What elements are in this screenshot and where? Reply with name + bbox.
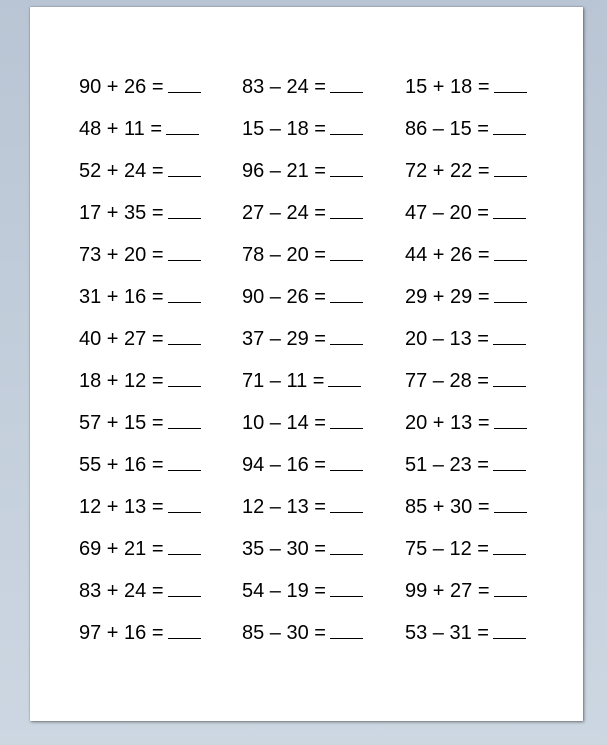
math-problem: [79, 75, 242, 117]
answer-blank: [330, 411, 363, 429]
answer-blank: [494, 285, 527, 303]
answer-blank: [330, 495, 363, 513]
answer-blank: [330, 579, 363, 597]
math-problem: [242, 621, 405, 663]
problem-expression: 69 + 21 =: [79, 538, 164, 560]
answer-blank: [166, 117, 199, 135]
answer-blank: [168, 159, 201, 177]
answer-blank: [493, 537, 526, 555]
answer-blank: [168, 369, 201, 387]
problem-expression: 57 + 15 =: [79, 412, 164, 434]
math-problem: [405, 621, 568, 663]
problem-expression: 83 + 24 =: [79, 580, 164, 602]
math-problem: [405, 243, 568, 285]
problem-expression: 20 – 13 =: [405, 328, 489, 350]
problem-expression: 48 + 11 =: [79, 118, 163, 140]
math-problem: [242, 285, 405, 327]
answer-blank: [330, 327, 363, 345]
answer-blank: [494, 159, 527, 177]
answer-blank: [493, 117, 526, 135]
problem-expression: 31 + 16 =: [79, 286, 164, 308]
answer-blank: [494, 579, 527, 597]
math-problem: [405, 369, 568, 411]
math-problem: [405, 159, 568, 201]
answer-blank: [330, 243, 363, 261]
math-problem: [242, 75, 405, 117]
math-problem: [405, 411, 568, 453]
problem-expression: 15 – 18 =: [242, 118, 326, 140]
math-problem: [79, 411, 242, 453]
math-problem: [79, 579, 242, 621]
problem-expression: 71 – 11 =: [242, 370, 325, 392]
answer-blank: [330, 117, 363, 135]
problem-expression: 83 – 24 =: [242, 76, 326, 98]
answer-blank: [328, 369, 361, 387]
answer-blank: [330, 453, 363, 471]
problem-expression: 96 – 21 =: [242, 160, 326, 182]
math-problem: [405, 285, 568, 327]
answer-blank: [330, 159, 363, 177]
problem-expression: 20 + 13 =: [405, 412, 490, 434]
answer-blank: [168, 285, 201, 303]
problem-expression: 94 – 16 =: [242, 454, 326, 476]
answer-blank: [493, 369, 526, 387]
answer-blank: [494, 411, 527, 429]
math-problem: [79, 621, 242, 663]
problem-expression: 47 – 20 =: [405, 202, 489, 224]
answer-blank: [168, 495, 201, 513]
answer-blank: [493, 453, 526, 471]
problem-expression: 72 + 22 =: [405, 160, 490, 182]
answer-blank: [330, 537, 363, 555]
answer-blank: [493, 201, 526, 219]
problem-expression: 77 – 28 =: [405, 370, 489, 392]
problem-expression: 15 + 18 =: [405, 76, 490, 98]
problem-expression: 55 + 16 =: [79, 454, 164, 476]
problem-expression: 90 – 26 =: [242, 286, 326, 308]
problem-expression: 37 – 29 =: [242, 328, 326, 350]
math-problem: [79, 537, 242, 579]
math-problem: [242, 243, 405, 285]
math-problem: [242, 369, 405, 411]
math-problem: [79, 327, 242, 369]
answer-blank: [330, 621, 363, 639]
problem-expression: 44 + 26 =: [405, 244, 490, 266]
problem-expression: 52 + 24 =: [79, 160, 164, 182]
answer-blank: [168, 243, 201, 261]
math-problem: [79, 495, 242, 537]
problem-expression: 29 + 29 =: [405, 286, 490, 308]
answer-blank: [168, 537, 201, 555]
problem-expression: 18 + 12 =: [79, 370, 164, 392]
math-problem: [405, 537, 568, 579]
math-problem: [79, 117, 242, 159]
problem-expression: 17 + 35 =: [79, 202, 164, 224]
problem-expression: 54 – 19 =: [242, 580, 326, 602]
answer-blank: [168, 453, 201, 471]
problem-expression: 73 + 20 =: [79, 244, 164, 266]
math-problem: [242, 495, 405, 537]
problem-expression: 85 – 30 =: [242, 622, 326, 644]
math-problem: [242, 411, 405, 453]
math-problem: [79, 243, 242, 285]
math-problem: [242, 159, 405, 201]
answer-blank: [168, 411, 201, 429]
answer-blank: [168, 201, 201, 219]
problem-expression: 35 – 30 =: [242, 538, 326, 560]
problem-expression: 12 + 13 =: [79, 496, 164, 518]
problem-grid: [79, 75, 568, 663]
problem-expression: 12 – 13 =: [242, 496, 326, 518]
math-problem: [79, 369, 242, 411]
answer-blank: [493, 327, 526, 345]
problem-expression: 85 + 30 =: [405, 496, 490, 518]
math-problem: [405, 495, 568, 537]
answer-blank: [493, 621, 526, 639]
math-problem: [405, 117, 568, 159]
problem-expression: 53 – 31 =: [405, 622, 489, 644]
math-problem: [79, 453, 242, 495]
math-problem: [242, 579, 405, 621]
answer-blank: [494, 495, 527, 513]
math-problem: [242, 327, 405, 369]
problem-expression: 51 – 23 =: [405, 454, 489, 476]
problem-expression: 99 + 27 =: [405, 580, 490, 602]
math-problem: [79, 159, 242, 201]
math-problem: [79, 285, 242, 327]
problem-expression: 97 + 16 =: [79, 622, 164, 644]
math-problem: [242, 201, 405, 243]
math-problem: [405, 453, 568, 495]
document-page: [30, 7, 583, 721]
answer-blank: [494, 243, 527, 261]
problem-expression: 78 – 20 =: [242, 244, 326, 266]
answer-blank: [330, 285, 363, 303]
answer-blank: [168, 327, 201, 345]
math-problem: [405, 75, 568, 117]
math-problem: [79, 201, 242, 243]
problem-expression: 75 – 12 =: [405, 538, 489, 560]
answer-blank: [168, 75, 201, 93]
answer-blank: [494, 75, 527, 93]
problem-expression: 27 – 24 =: [242, 202, 326, 224]
answer-blank: [330, 75, 363, 93]
math-problem: [242, 453, 405, 495]
math-problem: [242, 537, 405, 579]
problem-expression: 86 – 15 =: [405, 118, 489, 140]
math-problem: [242, 117, 405, 159]
problem-expression: 10 – 14 =: [242, 412, 326, 434]
math-problem: [405, 579, 568, 621]
problem-expression: 40 + 27 =: [79, 328, 164, 350]
answer-blank: [168, 579, 201, 597]
problem-expression: 90 + 26 =: [79, 76, 164, 98]
math-problem: [405, 327, 568, 369]
answer-blank: [168, 621, 201, 639]
answer-blank: [330, 201, 363, 219]
math-problem: [405, 201, 568, 243]
